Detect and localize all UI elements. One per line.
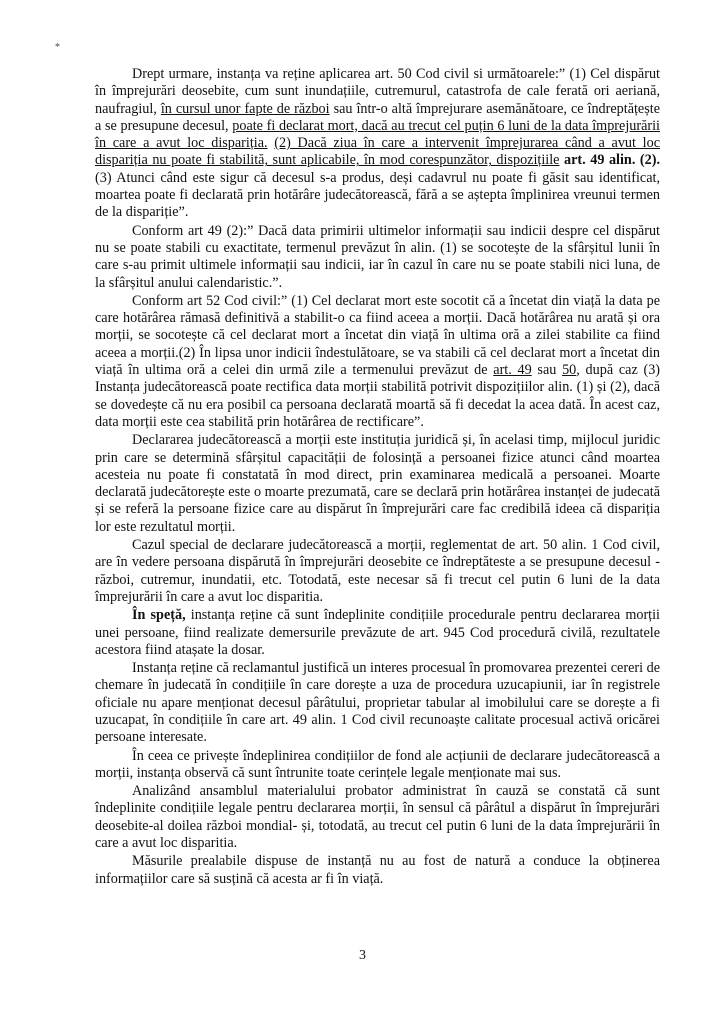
scan-mark: * <box>55 42 60 53</box>
text-run: sau într-o altă împrejurare asemănătoare, ce îndreptățește a se presupune decesul, <box>95 100 660 134</box>
text-run: (3) Atunci când este sigur că decesul s-a produs, deși cadavrul nu poate fi găsit sau identificat, moartea poate fi declarată prin hotărâre judecătorească, fără a se aștepta împlinirea vreunui termen de la dispariție”. <box>95 169 660 221</box>
text-run: Analizând ansamblul materialului probator administrat în cauză se constată că sunt îndeplinite condițiile legale pentru declararea morții, în sensul că pârâtul a dispărut în împrejurări deosebite-al doilea război mondial- și, totodată, au trecut cel putin 6 luni de la data împrejurării în care a avut loc disparitia. <box>95 783 660 852</box>
text-run: Instanța reține că reclamantul justifică un interes procesual în promovarea prezentei cereri de chemare în judecată în condițiile în care dorește a uza de procedura uzucapiunii, iar în registrele oficiale nu apare menționat decesul pârâtului, proprietar tabular al imobilului care se dorește a fi uzucapat, în condițiile în care art. 49 alin. 1 Cod civil recunoaște calitate procesual activă oricărei persoane interesate. <box>95 660 660 746</box>
text-run: , după caz (3) Instanța judecătorească poate rectifica data morții stabilită potrivit dispozițiilor alin. (1) și (2), dacă se dovedește că nu era posibil ca persoana declarată moartă să fi decedat la acea dată. În acest caz, data morții este cea stabilită prin hotărârea de rectificare”. <box>95 362 661 430</box>
bold-text: art. 49 alin. (2). <box>564 152 661 169</box>
text-run: Măsurile prealabile dispuse de instanță nu au fost de natură a conduce la obținerea informațiilor care să susțină că acesta ar fi în viață. <box>95 853 660 887</box>
paragraph <box>95 293 660 431</box>
paragraph <box>95 537 660 606</box>
paragraph <box>95 853 660 888</box>
underlined-text: poate fi declarat mort, dacă au trecut cel puțin 6 luni de la data împrejurării în care a avut loc dispariția. <box>95 117 660 152</box>
text-run: sau <box>531 362 563 379</box>
bold-text: În speță, <box>132 607 186 624</box>
text-run: Declararea judecătorească a morții este instituția juridică și, în acelasi timp, mijlocul juridic prin care se determină sfârșitul capacității de folosință a persoanei fizice atunci când moartea acesteia nu poate fi constatată în mod direct, prin examinarea medicală a persoanei. Moarte declarată judecătorește este o moarte prezumată, care se declară prin hotărârea instanței de judecată și se referă la persoane fizice care au dispărut în împrejurări care fac credibilă ideea că dispariția lor este rezultatul morții. <box>95 432 660 535</box>
text-run: Conform art 49 (2):” Dacă data primirii ultimelor informații sau indicii despre cel dispărut nu se poate stabili cu exactitate, termenul prevăzut în alin. (1) se socotește de la sfârșitul lunii în care s-au primit ultimele informații sau indicii, iar în cazul în care nu se poate stabili nici luna, de la sfârșitul anului calendaristic.”. <box>95 222 660 291</box>
page-number: 3 <box>359 948 366 963</box>
paragraph <box>95 607 660 659</box>
paragraph <box>95 783 660 852</box>
text-run: În ceea ce privește îndeplinirea condițiilor de fond ale acțiunii de declarare judecătorească a morții, instanța observă că sunt întrunite toate cerințele legale menționate mai sus. <box>95 747 660 781</box>
text-run: Drept urmare, instanța va reține aplicarea art. 50 Cod civil si următoarele:” (1) Cel dispărut în împrejurări deosebite, cum sunt inundațiile, cutremurul, catastrofa de cale ferată ori aeriană, naufragiul, <box>95 66 660 117</box>
paragraph <box>95 748 660 783</box>
underlined-text: (2) Dacă ziua în care a intervenit împrejurarea când a avut loc dispariția nu poate fi stabilită, sunt aplicabile, în mod corespunzător, dispozițiile <box>95 135 660 169</box>
text-run: Conform art 52 Cod civil:” (1) Cel declarat mort este socotit că a încetat din viață la data pe care hotărârea rămasă definitivă a stabilit-o ca fiind aceea a morții. Dacă hotărârea nu arată și ora morții, se socotește că cel declarat mort a încetat din viață în ultima oră a zilei stabilite ca fiind aceea a morții.(2) În lipsa unor indicii îndestulătoare, se va stabili că cel declarat mort a încetat din viață în ultima oră a celei din urmă zile a termenului prevăzut de <box>95 292 660 379</box>
text-run: Cazul special de declarare judecătorească a morții, reglementat de art. 50 alin. 1 Cod civil, are în vedere persoana dispărută în împrejurări deosebite ce îndreptăteste a se presupune decesul -război, cutremur, inundatii, etc. Totodată, este necesar să fi trecut cel putin 6 luni de la data împrejurării în care a avut loc disparitia. <box>95 537 660 605</box>
document-body <box>95 66 660 889</box>
paragraph <box>95 660 660 746</box>
underlined-text: 50 <box>562 362 577 379</box>
underlined-text: în cursul unor fapte de război <box>160 100 330 117</box>
paragraph <box>95 66 660 222</box>
text-run: instanța reține că sunt îndeplinite condițiile procedurale pentru declararea morții unei persoane, fiind realizate demersurile prevăzute de art. 945 Cod procedură civilă, rezultatele acestora fiind atașate la dosar. <box>95 607 660 658</box>
paragraph <box>95 432 660 536</box>
paragraph <box>95 223 660 292</box>
underlined-text: art. 49 <box>493 362 532 379</box>
